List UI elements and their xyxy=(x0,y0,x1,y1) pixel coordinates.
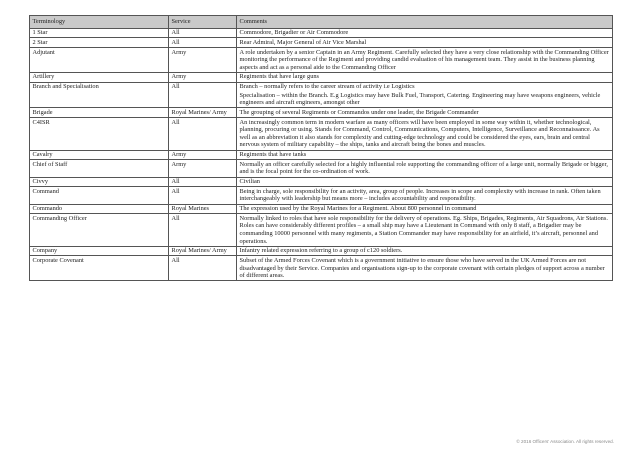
comment-paragraph: Civilian xyxy=(239,178,260,186)
term-cell: Commando xyxy=(30,204,169,214)
comment-paragraph: Commodore, Brigadier or Air Commodore xyxy=(239,29,349,37)
table-row xyxy=(30,204,613,214)
table-row xyxy=(30,214,613,246)
term-cell: Chief of Staff xyxy=(30,160,169,177)
service-cell: Army xyxy=(169,47,237,72)
service-cell: All xyxy=(169,177,237,187)
service-cell: Royal Marines xyxy=(169,204,237,214)
header-service: Service xyxy=(169,16,237,29)
service-cell: Army xyxy=(169,160,237,177)
terminology-table xyxy=(29,15,613,281)
comments-cell xyxy=(237,118,613,150)
comments-cell xyxy=(237,82,613,108)
service-cell: All xyxy=(169,187,237,204)
term-cell: 1 Star xyxy=(30,28,169,38)
term-cell: Commanding Officer xyxy=(30,214,169,246)
service-cell: Royal Marines/ Army xyxy=(169,108,237,118)
comment-paragraph: Normally linked to roles that have sole responsibility for the delivery of operations. Eg. Ships, Brigades, Regiments, Air Squadrons, Air Stations. Roles can have considerably different profiles – a small ship may have a Lieutenant in Command with only 8 staff, a Brigadier may be commanding 10000 personnel with many regiments, a Station Commander may have responsibility for an airfield, it’s aircraft, personnel and operations. xyxy=(239,214,608,245)
term-cell: Company xyxy=(30,246,169,256)
term-cell: Command xyxy=(30,187,169,204)
service-cell: All xyxy=(169,118,237,150)
table-header-row xyxy=(30,16,613,29)
table-row xyxy=(30,246,613,256)
comments-cell xyxy=(237,177,613,187)
table-row xyxy=(30,72,613,82)
header-comments: Comments xyxy=(237,16,613,29)
comments-cell xyxy=(237,108,613,118)
comment-paragraph: Branch – normally refers to the career stream of activity i.e Logistics xyxy=(239,83,415,91)
comment-paragraph: The grouping of several Regiments or Commandos under one leader, the Brigade Commander xyxy=(239,109,479,116)
comment-paragraph: The expression used by the Royal Marines for a Regiment. About 800 personnel in command xyxy=(239,205,477,213)
comments-cell xyxy=(237,256,613,281)
service-cell: All xyxy=(169,38,237,48)
table-row xyxy=(30,177,613,187)
comment-paragraph: Regiments that have tanks xyxy=(239,151,307,159)
comment-paragraph: A role undertaken by a senior Captain in an Army Regiment. Carefully selected they have a very close relationship with the Commanding Officer monitoring the performance of the Regiment and providing candid evaluation of his management team. They assist in the business planning aspects and act as a personal aide to the Commanding Officer xyxy=(239,48,609,71)
comment-paragraph: Rear Admiral, Major General of Air Vice Marshal xyxy=(239,38,367,46)
header-terminology: Terminology xyxy=(30,16,169,29)
table-row xyxy=(30,108,613,118)
comment-paragraph: An increasingly common term in modern warfare as many officers will have been employed in some way within it, whether technological, planning, procuring or using. Stands for Command, Control, Communications, Computers, Intelligence, Surveillance and Reconnaissance. As well as an abbreviation it also stands for complexity and cutting-edge technology and could be considered the eyes, ears, brain and central nervous system of military capability – the ships, tanks and aircraft being the bones and muscles. xyxy=(239,118,600,149)
comment-paragraph: Normally an officer carefully selected for a highly influential role supporting the commanding officer of a large unit, normally Brigade or bigger, and is the focal point for the co-ordination of work. xyxy=(239,160,608,176)
term-cell: Corporate Covenant xyxy=(30,256,169,281)
comments-cell xyxy=(237,187,613,204)
term-cell: Civvy xyxy=(30,177,169,187)
comments-cell xyxy=(237,204,613,214)
term-cell: 2 Star xyxy=(30,38,169,48)
comments-cell xyxy=(237,38,613,48)
table-row xyxy=(30,28,613,38)
service-cell: All xyxy=(169,214,237,246)
service-cell: All xyxy=(169,256,237,281)
table-row xyxy=(30,187,613,204)
service-cell: All xyxy=(169,82,237,108)
service-cell: Army xyxy=(169,150,237,160)
term-cell: C4ISR xyxy=(30,118,169,150)
service-cell: Army xyxy=(169,72,237,82)
comment-paragraph: Infantry related expression referring to a group of c120 soldiers. xyxy=(239,247,403,255)
table-row xyxy=(30,118,613,150)
term-cell: Artillery xyxy=(30,72,169,82)
table-row xyxy=(30,256,613,281)
comments-cell xyxy=(237,72,613,82)
table-row xyxy=(30,160,613,177)
term-cell: Cavalry xyxy=(30,150,169,160)
comments-cell xyxy=(237,246,613,256)
service-cell: Royal Marines/ Army xyxy=(169,246,237,256)
term-cell: Branch and Specialisation xyxy=(30,82,169,108)
comments-cell xyxy=(237,47,613,72)
service-cell: All xyxy=(169,28,237,38)
term-cell: Adjutant xyxy=(30,47,169,72)
table-row xyxy=(30,82,613,108)
comment-paragraph: Being in charge, sole responsibility for an activity, area, group of people. Increases in scope and complexity with increase in rank. Often taken interchangeably with leadership but means more – includes accountability and responsibility. xyxy=(239,187,601,203)
table-row xyxy=(30,47,613,72)
comments-cell xyxy=(237,150,613,160)
comment-paragraph: Specialisation – within the Branch. E.g Logistics may have Bulk Fuel, Transport, Catering. Engineering may have weapons engineers, vehicle engineers and aircraft engineers, amongst other xyxy=(239,91,601,107)
comment-paragraph: Subset of the Armed Forces Covenant which is a government initiative to ensure those who have served in the UK Armed Forces are not disadvantaged by their Service. Companies and organisations sign-up to the corporate covenant with certain pledges of support across a number of different areas. xyxy=(239,256,605,280)
comments-cell xyxy=(237,214,613,246)
comments-cell xyxy=(237,28,613,38)
table-row xyxy=(30,38,613,48)
comment-paragraph: Regiments that have large guns xyxy=(239,73,320,81)
table-row xyxy=(30,150,613,160)
comments-cell xyxy=(237,160,613,177)
copyright-footer: © 2016 Officers’ Association. All rights reserved. xyxy=(516,439,614,444)
term-cell: Brigade xyxy=(30,108,169,118)
